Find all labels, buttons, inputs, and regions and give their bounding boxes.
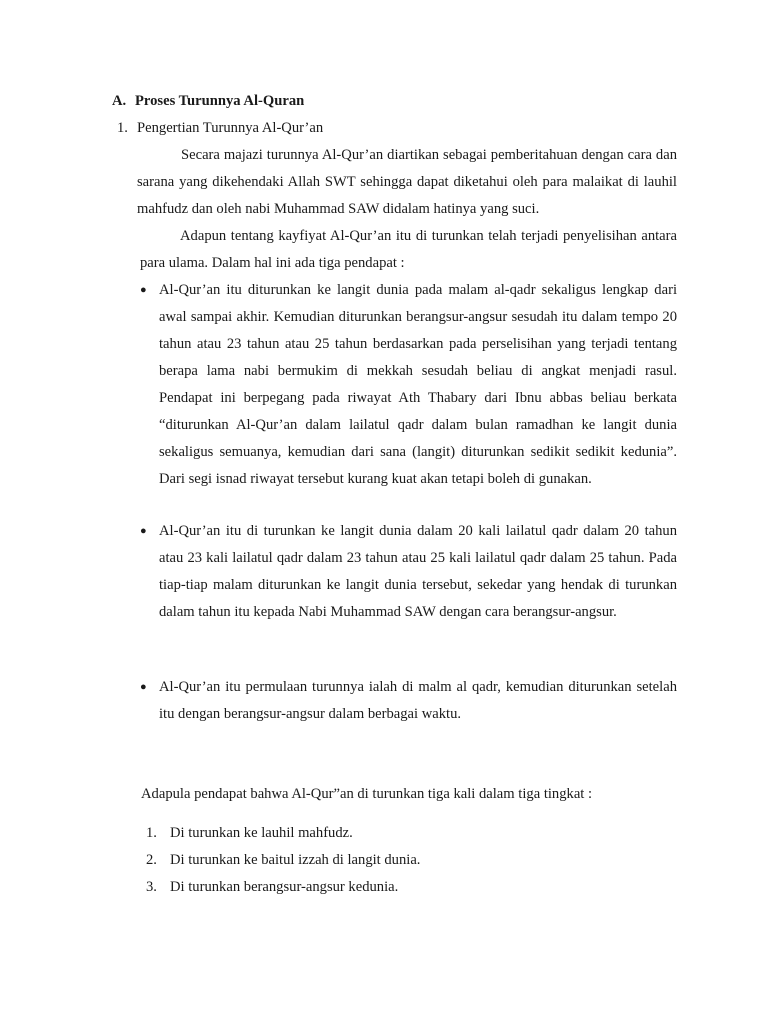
section-title: Proses Turunnya Al-Quran: [135, 93, 305, 109]
section-letter: A.: [112, 93, 127, 109]
level-item-1: Di turunkan ke lauhil mahfudz.: [170, 825, 353, 841]
level-number: 3.: [146, 879, 157, 895]
bullet-item-opinion-3: Al-Qur’an itu permulaan turunnya ialah di malm al qadr, kemudian diturunkan setelah itu dengan berangsur-angsur dalam berbagai waktu.: [159, 679, 677, 722]
bullet-dot-icon: ●: [140, 525, 147, 537]
subsection-title: Pengertian Turunnya Al-Qur’an: [137, 120, 324, 136]
bullet-item-opinion-1: Al-Qur’an itu diturunkan ke langit dunia pada malam al-qadr sekaligus lengkap dari awal sampai akhir. Kemudian diturunkan berangsur-angsur sesudah itu dalam tempo 20 tahun atau 23 tahun atau 25 tahun berdasarkan pada perselisihan yang terjadi tentang berapa lama nabi bermukim di mekkah sesudah beliau di angkat menjadi rasul. Pendapat ini berpegang pada riwayat Ath Thabary dari Ibnu abbas beliau berkata “diturunkan Al-Qur’an dalam lailatul qadr dalam bulan ramadhan ke langit dunia sekaligus semuanya, kemudian dari sana (langit) diturunkan sedikit sedikit kedunia”. Dari segi isnad riwayat tersebut kurang kuat akan tetapi boleh di gunakan.: [159, 282, 677, 487]
paragraph-definition: Secara majazi turunnya Al-Qur’an diartikan sebagai pemberitahuan dengan cara dan sarana yang dikehendaki Allah SWT sehingga dapat diketahui oleh para malaikat di lauhil mahfudz dan oleh nabi Muhammad SAW didalam hatinya yang suci.: [137, 147, 677, 217]
level-number: 1.: [146, 825, 157, 841]
bullet-item-opinion-2: Al-Qur’an itu di turunkan ke langit dunia dalam 20 kali lailatul qadr dalam 20 tahun atau 23 kali lailatul qadr dalam 23 tahun atau 25 kali lailatul qadr dalam 25 tahun. Pada tiap-tiap malam diturunkan ke langit dunia tersebut, sekedar yang hendak di turunkan dalam tahun itu kepada Nabi Muhammad SAW dengan cara berangsur-angsur.: [159, 523, 677, 620]
bullet-dot-icon: ●: [140, 681, 147, 693]
level-item-2: Di turunkan ke baitul izzah di langit dunia.: [170, 852, 421, 868]
level-item-3: Di turunkan berangsur-angsur kedunia.: [170, 879, 399, 895]
subsection-number: 1.: [117, 120, 128, 136]
paragraph-opinions-intro: Adapun tentang kayfiyat Al-Qur’an itu di turunkan telah terjadi penyelisihan antara para ulama. Dalam hal ini ada tiga pendapat :: [140, 228, 677, 271]
closing-sentence: Adapula pendapat bahwa Al-Qur”an di turunkan tiga kali dalam tiga tingkat :: [141, 786, 593, 802]
level-number: 2.: [146, 852, 157, 868]
bullet-dot-icon: ●: [140, 284, 147, 296]
